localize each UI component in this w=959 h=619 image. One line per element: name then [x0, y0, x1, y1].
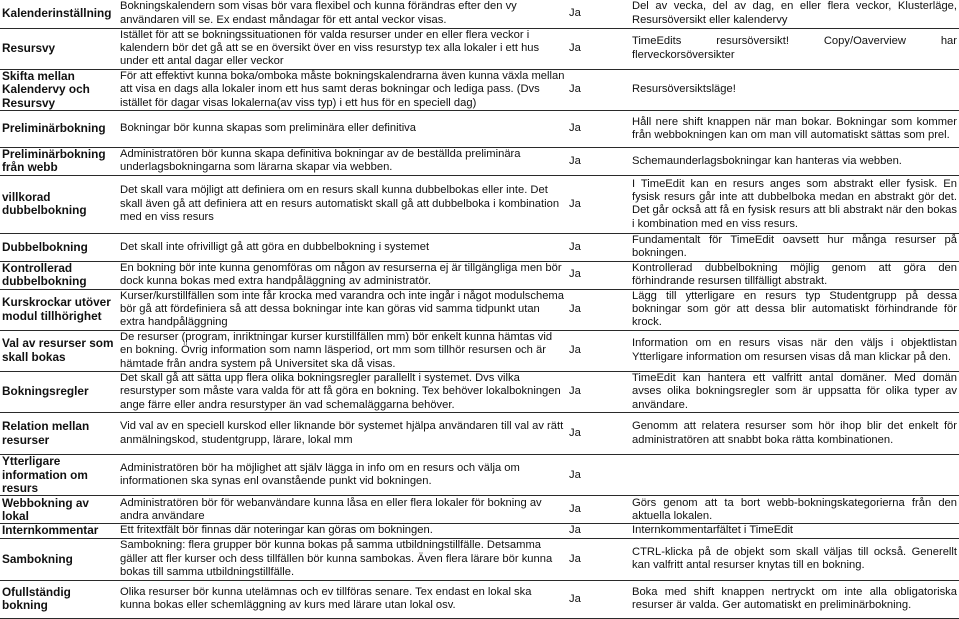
table-row: [0, 455, 959, 496]
row-category: Resursvy: [0, 28, 118, 69]
table-row: [0, 413, 959, 455]
row-category: Val av resurser som skall bokas: [0, 330, 118, 371]
row-category: Kurskrockar utöver modul tillhörighet: [0, 289, 118, 330]
table-row: [0, 233, 959, 261]
row-note: Information om en resurs visas när den väljs i objektlistan Ytterligare information om resursen visas då man klickar på den.: [630, 330, 959, 371]
row-description: Det skall gå att sätta upp flera olika bokningsregler parallellt i systemet. Dvs vilka resurstyper som måste vara valda för att få göra en bokning. Tex behöver lokalbokningen ange färre eller andra resurstyper än vad schemaläggarna behöver.: [118, 372, 567, 413]
table-row: [0, 289, 959, 330]
table-row: [0, 175, 959, 233]
row-note: I TimeEdit kan en resurs anges som abstrakt eller fysisk. En fysisk resurs går inte att dubbelboka medan en abstrakt gör det. Det går också att få en fysisk resurs att bli abstrakt när den bokas i kombination med en viss resurs.: [630, 175, 959, 233]
row-category: Relation mellan resurser: [0, 413, 118, 455]
table-row: [0, 580, 959, 618]
row-answer: Ja: [567, 330, 630, 371]
row-category: Preliminärbokning: [0, 110, 118, 147]
row-category: villkorad dubbelbokning: [0, 175, 118, 233]
row-answer: Ja: [567, 289, 630, 330]
row-answer: Ja: [567, 110, 630, 147]
row-description: En bokning bör inte kunna genomföras om någon av resurserna ej är tillgängliga men bör dock kunna bokas med extra handpåläggning av administratör.: [118, 261, 567, 289]
table-row: [0, 69, 959, 110]
table-row: [0, 496, 959, 524]
row-answer: Ja: [567, 175, 630, 233]
row-note: Del av vecka, del av dag, en eller flera veckor, Klusterläge, Resursöversikt eller kalendervy: [630, 0, 959, 28]
row-note: TimeEdits resursöversikt! Copy/Oaverview har flerveckorsöversikter: [630, 28, 959, 69]
table-row: [0, 524, 959, 538]
row-answer: Ja: [567, 69, 630, 110]
row-description: Administratören bör kunna skapa definitiva bokningar av de beställda preliminära underlagsbokningarna som lärarna skapar via webben.: [118, 147, 567, 175]
row-description: Istället för att se bokningssituationen för valda resurser under en eller flera veckor i kalendern bör det gå att se en översikt över en viss resurstyp tex alla lokaler i ett hus under ett antal dagar eller veckor: [118, 28, 567, 69]
row-note: Håll nere shift knappen när man bokar. Bokningar som kommer från webbokningen kan om man vill automatiskt sättas som prel.: [630, 110, 959, 147]
row-note: Genomm att relatera resurser som hör ihop blir det enkelt för administratören att snabbt boka rätta kombinationen.: [630, 413, 959, 455]
row-category: Webbokning av lokal: [0, 496, 118, 524]
table-row: [0, 538, 959, 580]
row-note: Schemaunderlagsbokningar kan hanteras via webben.: [630, 147, 959, 175]
row-description: Det skall inte ofrivilligt gå att göra en dubbelbokning i systemet: [118, 233, 567, 261]
row-note: Görs genom att ta bort webb-bokningskategorierna från den aktuella lokalen.: [632, 496, 957, 522]
table-row: [0, 147, 959, 175]
row-description: Bokningskalendern som visas bör vara flexibel och kunna förändras efter den vy användaren vill se. Ex endast måndagar för ett antal veckor visas.: [118, 0, 567, 28]
row-category: Bokningsregler: [0, 372, 118, 413]
row-note: CTRL-klicka på de objekt som skall väljas till också. Generellt kan valfritt antal resurser knytas till en bokning.: [630, 538, 959, 580]
row-note: Internkommentarfältet i TimeEdit: [630, 524, 959, 538]
row-description: För att effektivt kunna boka/omboka måste bokningskalendrarna även kunna växla mellan att visa en dags alla lokaler inom ett hus samt deras bokningar och lediga pass. (Dvs istället för dagar visas lokalerna(av viss typ) i ett hus för en speciell dag): [118, 69, 567, 110]
row-category: Skifta mellan Kalendervy och Resursvy: [0, 69, 118, 110]
table-row: [0, 261, 959, 289]
row-answer: Ja: [567, 455, 630, 496]
row-note: Fundamentalt för TimeEdit oavsett hur många resurser på bokningen.: [632, 233, 957, 260]
row-answer: Ja: [567, 413, 630, 455]
table-row: [0, 330, 959, 371]
row-description: Administratören bör för webanvändare kunna låsa en eller flera lokaler för bokning av andra användare: [118, 496, 567, 524]
row-note: [630, 455, 959, 496]
row-category: Sambokning: [0, 538, 118, 580]
row-category: Kalenderinställning: [0, 0, 118, 28]
row-note: TimeEdit kan hantera ett valfritt antal domäner. Med domän avses olika bokningsregler som är uppsatta för olika typer av användare.: [632, 372, 957, 411]
row-description: Olika resurser bör kunna utelämnas och ev tillföras senare. Tex endast en lokal ska kunna bokas eller schemläggning av kurs med lärare utan lokal osv.: [118, 580, 567, 618]
row-category: Dubbelbokning: [0, 233, 118, 261]
row-answer: Ja: [567, 28, 630, 69]
row-category: Internkommentar: [0, 524, 118, 538]
row-description: De resurser (program, inriktningar kurser kurstillfällen mm) bör enkelt kunna hämtas vid en bokning. Övrig information som namn läsperiod, ort mm som tillhör resursen och är hämtade från andra system på Universitet ska då visas.: [118, 330, 567, 371]
row-answer: Ja: [567, 580, 630, 618]
row-answer: Ja: [567, 524, 630, 538]
table-row: [0, 372, 959, 413]
row-description: Ett fritextfält bör finnas där noteringar kan göras om bokningen.: [118, 524, 567, 538]
row-answer: Ja: [567, 538, 630, 580]
row-note: Resursöversiktsläge!: [630, 69, 959, 110]
table-row: [0, 0, 959, 28]
row-note: Kontrollerad dubbelbokning möjlig genom att göra den förhindrande resursen tillfälligt abstrakt.: [632, 261, 957, 288]
row-description: Bokningar bör kunna skapas som preliminära eller definitiva: [118, 110, 567, 147]
row-note: Boka med shift knappen nertryckt om inte alla obligatoriska resurser är valda. Ger automatiskt en preliminärbokning.: [630, 580, 959, 618]
row-description: Kurser/kurstillfällen som inte får krocka med varandra och inte ingår i något modulschema bör gå att fördefiniera så att dessa bokningar inte kan göras vid samma tidpunkt utan extra handpåläggning: [118, 289, 567, 330]
row-answer: Ja: [567, 372, 630, 413]
row-description: Vid val av en speciell kurskod eller liknande bör systemet hjälpa användaren till val av rätt anmälningskod, studentgrupp, lärare, lokal mm: [118, 413, 567, 455]
table-row: [0, 110, 959, 147]
row-answer: Ja: [567, 496, 630, 524]
row-category: Kontrollerad dubbelbokning: [0, 261, 118, 289]
table-row: [0, 28, 959, 69]
row-description: Sambokning: flera grupper bör kunna bokas på samma utbildningstillfälle. Detsamma gäller att fler kurser och dess tillfällen bör kunna sambokas. Även flera lärare bör kunna bokas till samma utbildningstillfälle.: [118, 538, 567, 580]
row-category: Ofullständig bokning: [0, 580, 118, 618]
row-category: Ytterligare information om resurs: [0, 455, 118, 496]
row-answer: Ja: [567, 233, 630, 261]
row-note: Lägg till ytterligare en resurs typ Studentgrupp på dessa bokningar som gör att dessa blir automatiskt förhindrande för krock.: [632, 289, 957, 329]
row-description: Administratören bör ha möjlighet att själv lägga in info om en resurs och välja om informationen ska synas enl ovanstående punkt vid bokningen.: [118, 455, 567, 496]
row-answer: Ja: [567, 261, 630, 289]
row-answer: Ja: [567, 147, 630, 175]
row-answer: Ja: [567, 0, 630, 28]
row-description: Det skall vara möjligt att definiera om en resurs skall kunna dubbelbokas eller inte. Det skall även gå att definiera att en resurs automatiskt skall gå att dubbelboka i kombination med en viss resurs: [118, 175, 567, 233]
row-category: Preliminärbokning från webb: [0, 147, 118, 175]
